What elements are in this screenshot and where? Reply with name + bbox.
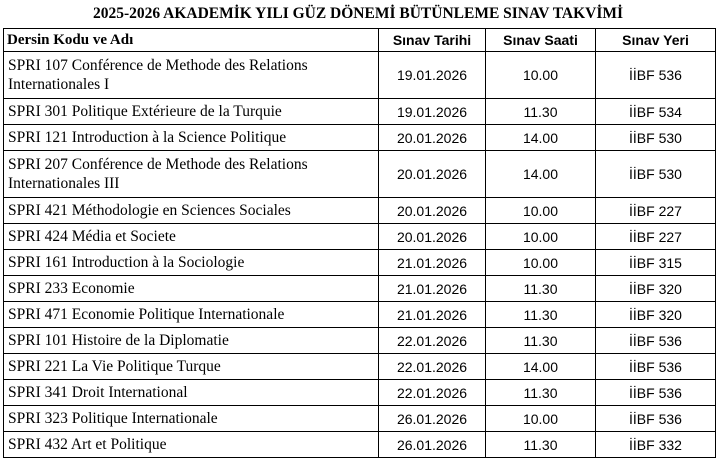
time-cell: 10.00 (486, 198, 596, 224)
time-cell: 14.00 (486, 354, 596, 380)
time-cell: 11.30 (486, 302, 596, 328)
table-row (4, 354, 716, 380)
table-row (4, 302, 716, 328)
course-cell: SPRI 107 Conférence de Methode des Relations Internationales I (4, 52, 379, 99)
course-cell: SPRI 161 Introduction à la Sociologie (4, 250, 379, 276)
table-header-row (4, 29, 716, 52)
time-cell: 11.30 (486, 380, 596, 406)
course-cell: SPRI 323 Politique Internationale (4, 406, 379, 432)
table-row (4, 432, 716, 458)
course-cell: SPRI 421 Méthodologie en Sciences Sociales (4, 198, 379, 224)
place-cell: İİBF 534 (596, 99, 716, 125)
place-cell: İİBF 320 (596, 302, 716, 328)
place-cell: İİBF 536 (596, 380, 716, 406)
table-row (4, 125, 716, 151)
time-cell: 14.00 (486, 125, 596, 151)
table-row (4, 52, 716, 99)
table-row (4, 224, 716, 250)
course-cell: SPRI 101 Histoire de la Diplomatie (4, 328, 379, 354)
table-row (4, 276, 716, 302)
date-cell: 20.01.2026 (379, 198, 486, 224)
course-cell: SPRI 424 Média et Societe (4, 224, 379, 250)
place-cell: İİBF 536 (596, 354, 716, 380)
place-cell: İİBF 332 (596, 432, 716, 458)
date-cell: 20.01.2026 (379, 151, 486, 198)
date-cell: 22.01.2026 (379, 328, 486, 354)
date-cell: 20.01.2026 (379, 125, 486, 151)
course-cell: SPRI 207 Conférence de Methode des Relations Internationales III (4, 151, 379, 198)
time-cell: 11.30 (486, 328, 596, 354)
course-cell: SPRI 301 Politique Extérieure de la Turquie (4, 99, 379, 125)
exam-schedule-table (3, 28, 716, 458)
time-cell: 10.00 (486, 406, 596, 432)
course-cell: SPRI 221 La Vie Politique Turque (4, 354, 379, 380)
place-cell: İİBF 227 (596, 224, 716, 250)
course-cell: SPRI 341 Droit International (4, 380, 379, 406)
place-cell: İİBF 536 (596, 406, 716, 432)
date-cell: 26.01.2026 (379, 432, 486, 458)
date-cell: 26.01.2026 (379, 406, 486, 432)
course-cell: SPRI 471 Economie Politique Internationale (4, 302, 379, 328)
date-cell: 19.01.2026 (379, 99, 486, 125)
date-cell: 21.01.2026 (379, 276, 486, 302)
date-cell: 22.01.2026 (379, 380, 486, 406)
table-row (4, 380, 716, 406)
table-row (4, 99, 716, 125)
course-cell: SPRI 121 Introduction à la Science Politique (4, 125, 379, 151)
time-cell: 11.30 (486, 99, 596, 125)
course-cell: SPRI 233 Economie (4, 276, 379, 302)
table-row (4, 406, 716, 432)
time-cell: 14.00 (486, 151, 596, 198)
place-cell: İİBF 536 (596, 52, 716, 99)
date-cell: 21.01.2026 (379, 302, 486, 328)
page-title: 2025-2026 AKADEMİK YILI GÜZ DÖNEMİ BÜTÜNLEME SINAV TAKVİMİ (92, 5, 624, 22)
table-row (4, 198, 716, 224)
header-date: Sınav Tarihi (379, 29, 486, 52)
place-cell: İİBF 530 (596, 125, 716, 151)
table-row (4, 328, 716, 354)
header-place: Sınav Yeri (596, 29, 716, 52)
place-cell: İİBF 315 (596, 250, 716, 276)
date-cell: 22.01.2026 (379, 354, 486, 380)
course-cell: SPRI 432 Art et Politique (4, 432, 379, 458)
place-cell: İİBF 320 (596, 276, 716, 302)
date-cell: 21.01.2026 (379, 250, 486, 276)
header-course: Dersin Kodu ve Adı (4, 29, 379, 52)
table-row (4, 250, 716, 276)
place-cell: İİBF 227 (596, 198, 716, 224)
place-cell: İİBF 530 (596, 151, 716, 198)
date-cell: 19.01.2026 (379, 52, 486, 99)
place-cell: İİBF 536 (596, 328, 716, 354)
header-time: Sınav Saati (486, 29, 596, 52)
date-cell: 20.01.2026 (379, 224, 486, 250)
time-cell: 10.00 (486, 52, 596, 99)
time-cell: 10.00 (486, 224, 596, 250)
time-cell: 11.30 (486, 432, 596, 458)
time-cell: 10.00 (486, 250, 596, 276)
table-row (4, 151, 716, 198)
time-cell: 11.30 (486, 276, 596, 302)
